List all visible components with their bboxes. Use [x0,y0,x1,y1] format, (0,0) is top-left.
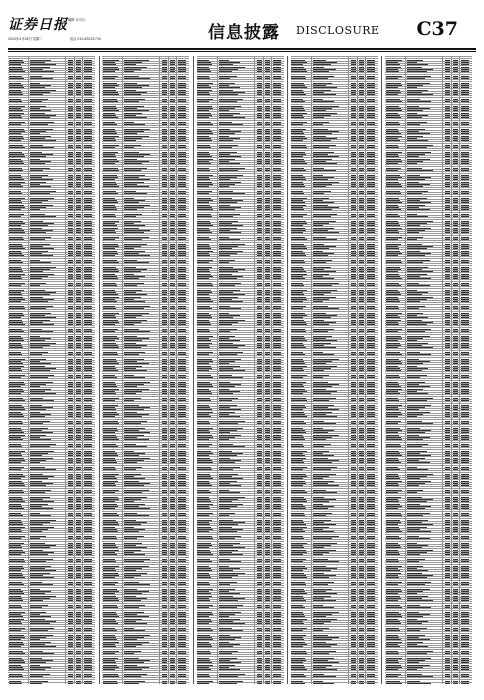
table-cell [178,683,186,684]
listing-column [8,56,95,684]
table-cell [103,683,118,684]
masthead [8,14,476,48]
column-divider [193,56,194,684]
contact-phone: 电话 010-83251730 [70,36,101,41]
table-cell [124,683,139,684]
table-cell [170,683,175,684]
table-cell [76,683,81,684]
column-divider [99,56,100,684]
disclosure-listing-grid [8,56,476,684]
editor-credit: 编辑 乔川川 [68,18,85,22]
table-cell [84,683,92,684]
table-cell [162,683,167,684]
section-title-english: DISCLOSURE [296,24,380,37]
listing-column [197,56,284,684]
listing-column [102,56,189,684]
table-cell [68,683,73,684]
table-row [8,682,95,684]
table-row [102,682,189,684]
newspaper-logo: 证券日报 [8,14,68,34]
table-cell [9,683,22,684]
masthead-rule-thick [8,48,476,50]
section-title-chinese: 信息披露 [208,18,280,43]
issue-date: 2020年4月28日 星期二 [8,36,42,41]
table-cell [30,683,42,684]
page-number: C37 [416,18,458,40]
masthead-rule-thin [8,51,476,52]
